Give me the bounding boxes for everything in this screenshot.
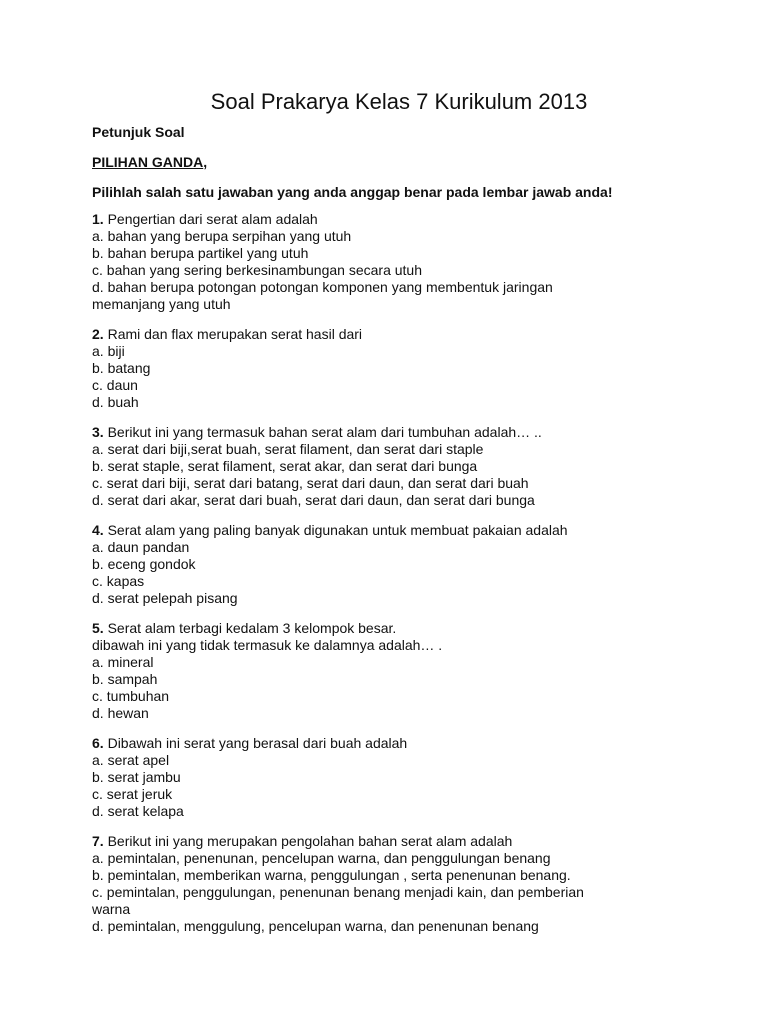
question-stem	[92, 424, 692, 441]
option-d: d. bahan berupa potongan potongan komponen yang membentuk jaringan	[92, 279, 553, 295]
page-title: Soal Prakarya Kelas 7 Kurikulum 2013	[210, 89, 588, 114]
question-6	[92, 735, 692, 820]
option-a: a. pemintalan, penenunan, pencelupan warna, dan penggulungan benang	[92, 850, 551, 866]
question-3	[92, 424, 692, 509]
option-a: a. mineral	[92, 654, 154, 670]
option-b: b. pemintalan, memberikan warna, penggulungan , serta penenunan benang.	[92, 867, 571, 883]
question-number: 4.	[92, 522, 104, 538]
option-d: d. hewan	[92, 705, 149, 721]
question-text: Pengertian dari serat alam adalah	[107, 211, 318, 227]
option-b: b. sampah	[92, 671, 158, 687]
question-text: Dibawah ini serat yang berasal dari buah adalah	[107, 735, 408, 751]
question-number: 6.	[92, 735, 104, 751]
question-text: Serat alam terbagi kedalam 3 kelompok besar.	[107, 620, 397, 636]
question-number: 5.	[92, 620, 104, 636]
option-c: c. kapas	[92, 573, 145, 589]
option-d: d. buah	[92, 394, 139, 410]
option-c: c. serat dari biji, serat dari batang, serat dari daun, dan serat dari buah	[92, 475, 529, 491]
option-d: d. pemintalan, menggulung, pencelupan warna, dan penenunan benang	[92, 918, 539, 934]
question-5	[92, 620, 692, 722]
question-4	[92, 522, 692, 607]
question-stem	[92, 833, 692, 850]
section-type-suffix: ,	[203, 154, 208, 170]
option-a: a. daun pandan	[92, 539, 190, 555]
option-c: c. daun	[92, 377, 138, 393]
option-b: b. serat staple, serat filament, serat akar, dan serat dari bunga	[92, 458, 478, 474]
question-stem	[92, 211, 692, 228]
option-d: d. serat pelepah pisang	[92, 590, 238, 606]
option-d: d. serat dari akar, serat dari buah, serat dari daun, dan serat dari bunga	[92, 492, 535, 508]
question-number: 1.	[92, 211, 104, 227]
instructions-heading: Petunjuk Soal	[92, 124, 185, 140]
question-1	[92, 211, 692, 313]
option-c: c. serat jeruk	[92, 786, 173, 802]
document-page	[92, 88, 692, 948]
option-b: b. serat jambu	[92, 769, 181, 785]
question-stem	[92, 735, 692, 752]
section-type-label: PILIHAN GANDA	[92, 154, 204, 170]
question-number: 2.	[92, 326, 104, 342]
option-a: a. serat dari biji,serat buah, serat filament, dan serat dari staple	[92, 441, 484, 457]
option-c: c. tumbuhan	[92, 688, 170, 704]
option-a: a. bahan yang berupa serpihan yang utuh	[92, 228, 352, 244]
option-b: b. eceng gondok	[92, 556, 196, 572]
question-number: 3.	[92, 424, 104, 440]
option-a: a. serat apel	[92, 752, 170, 768]
question-2	[92, 326, 692, 411]
option-d-continued: memanjang yang utuh	[92, 296, 231, 312]
instruction-text: Pilihlah salah satu jawaban yang anda anggap benar pada lembar jawab anda!	[92, 184, 613, 200]
section-type-heading	[92, 154, 692, 171]
option-a: a. biji	[92, 343, 125, 359]
option-c: c. pemintalan, penggulungan, penenunan benang menjadi kain, dan pemberian	[92, 884, 584, 900]
question-text: Berikut ini yang merupakan pengolahan bahan serat alam adalah	[107, 833, 513, 849]
option-c: c. bahan yang sering berkesinambungan secara utuh	[92, 262, 422, 278]
option-b: b. batang	[92, 360, 151, 376]
question-number: 7.	[92, 833, 104, 849]
option-b: b. bahan berupa partikel yang utuh	[92, 245, 309, 261]
question-stem	[92, 522, 692, 539]
question-7	[92, 833, 692, 935]
question-text: Berikut ini yang termasuk bahan serat alam dari tumbuhan adalah… ..	[107, 424, 542, 440]
option-d: d. serat kelapa	[92, 803, 184, 819]
question-text-continued: dibawah ini yang tidak termasuk ke dalamnya adalah… .	[92, 637, 443, 653]
question-stem	[92, 326, 692, 343]
question-text: Serat alam yang paling banyak digunakan untuk membuat pakaian adalah	[107, 522, 568, 538]
question-stem	[92, 620, 692, 637]
option-c-continued: warna	[92, 901, 131, 917]
question-text: Rami dan flax merupakan serat hasil dari	[107, 326, 363, 342]
